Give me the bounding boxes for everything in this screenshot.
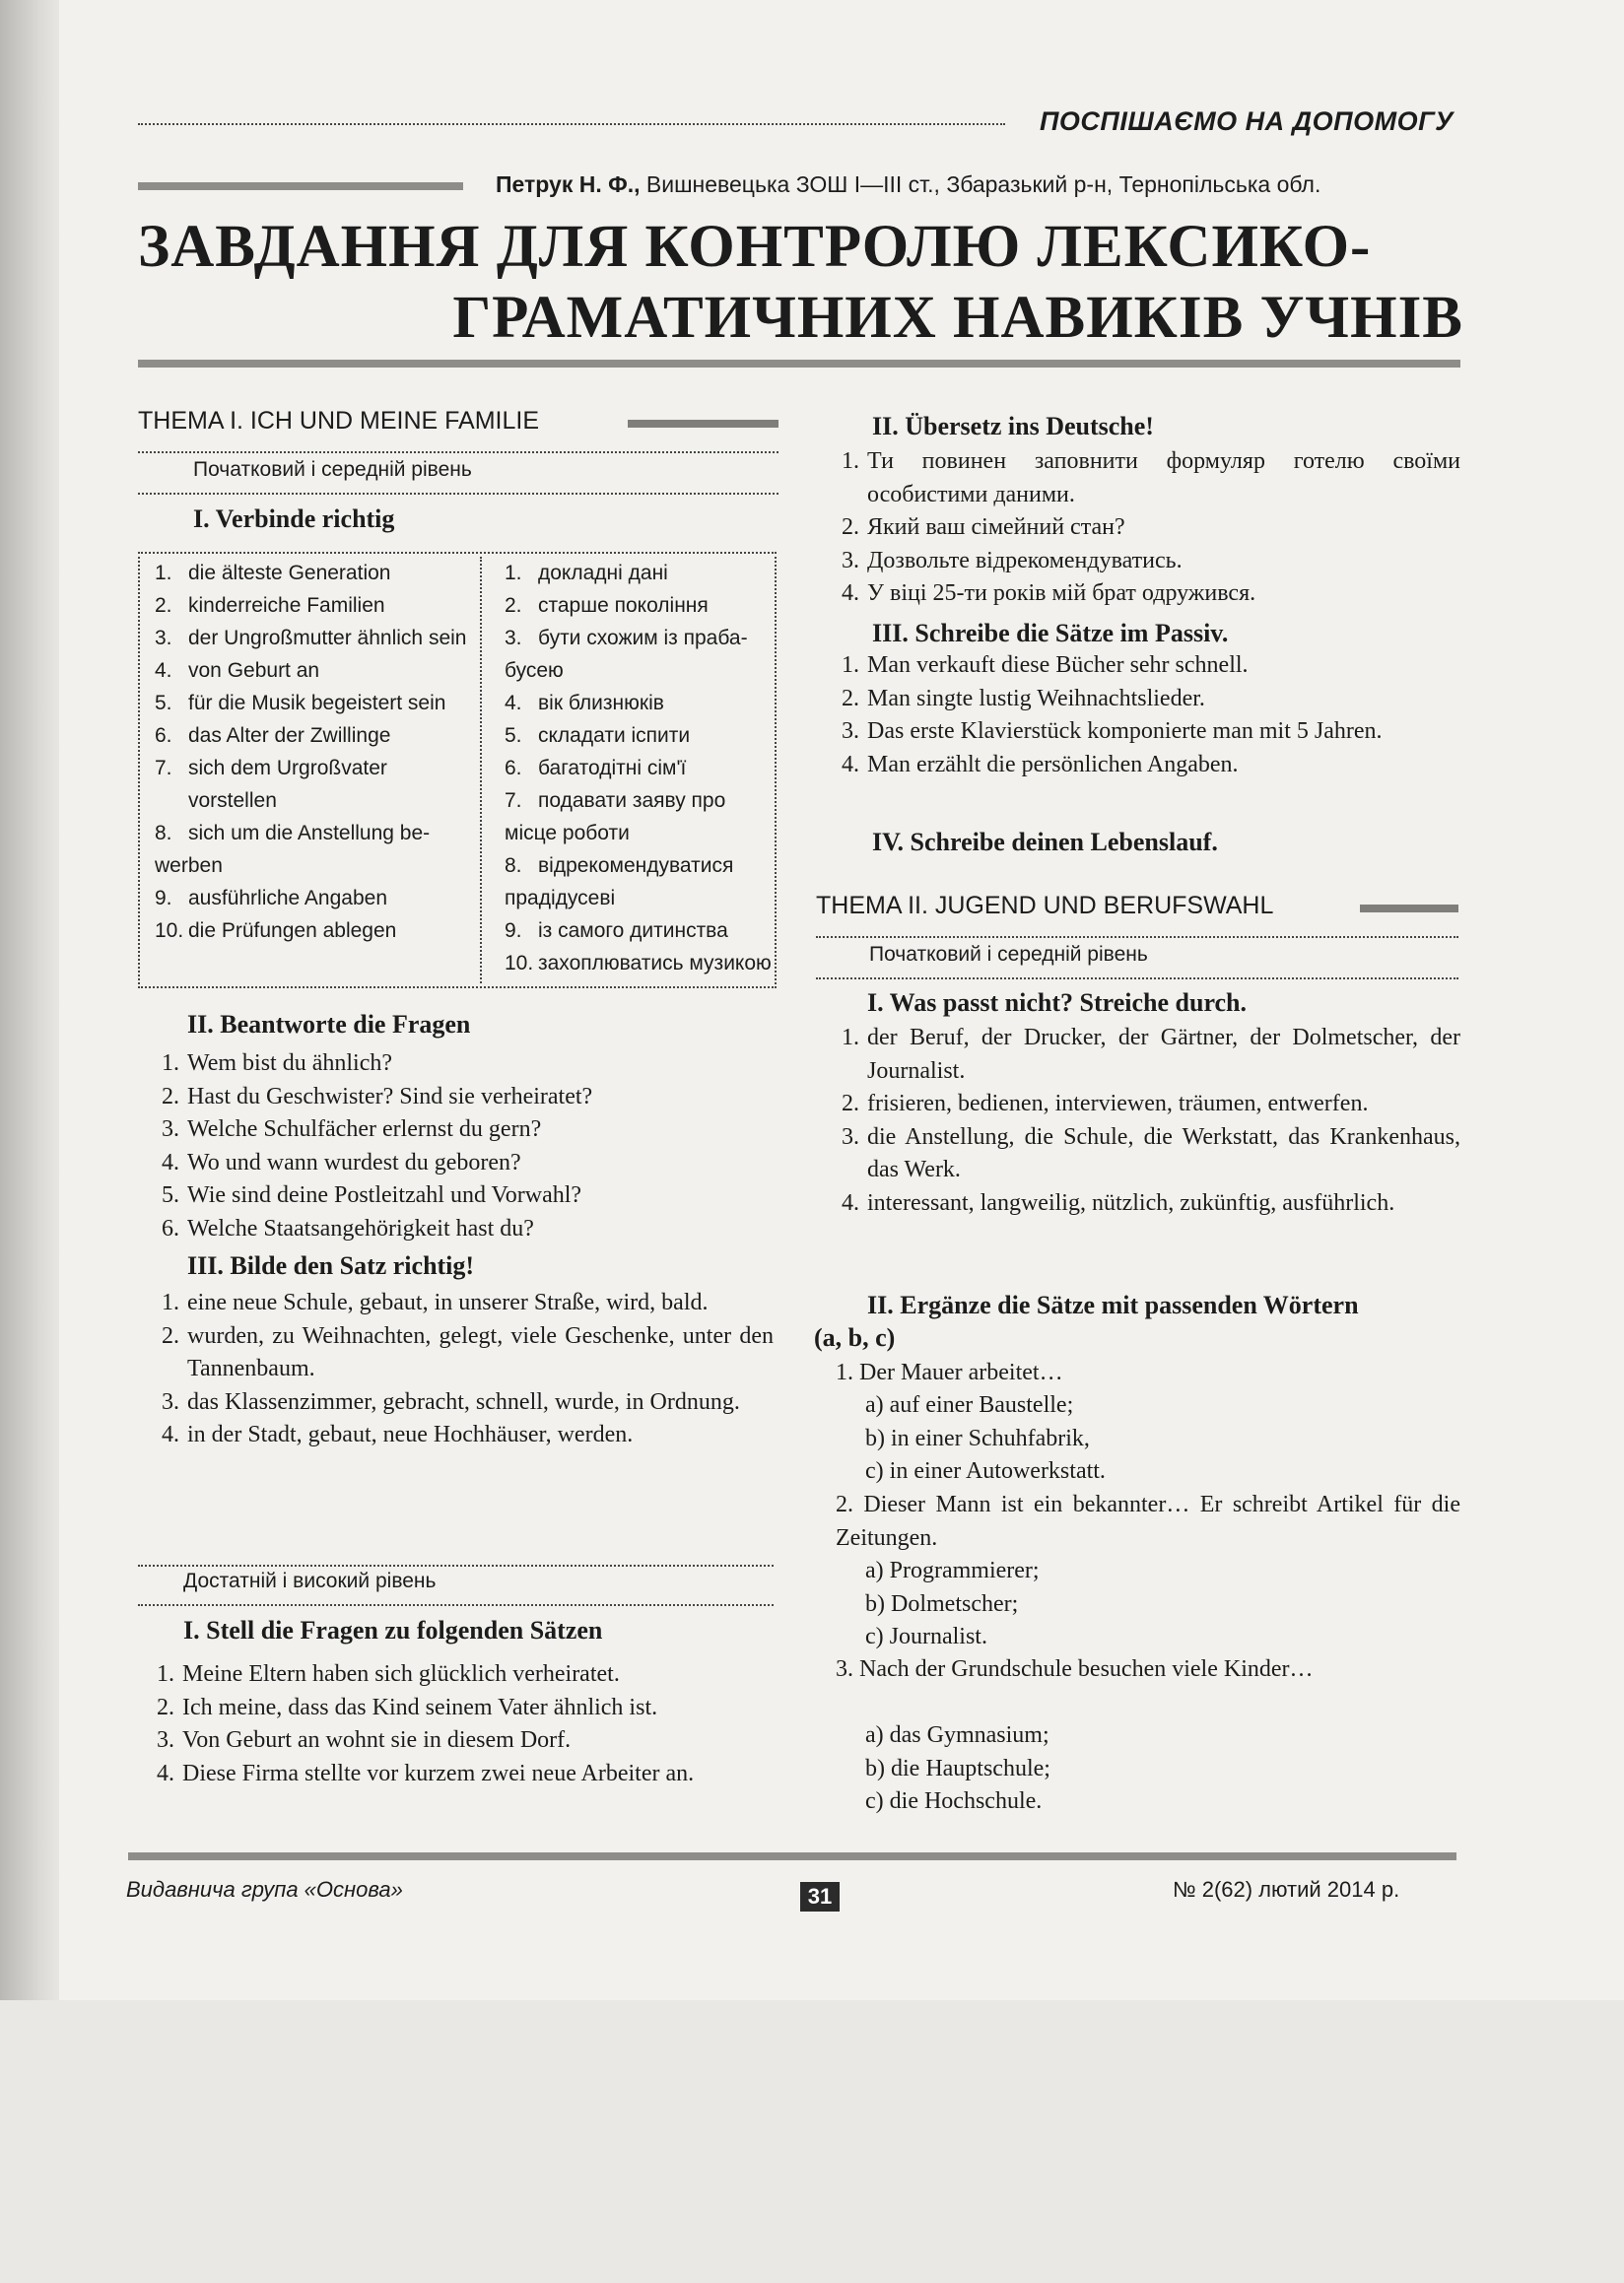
item-number: 5. [155,692,172,714]
item-number: 4. [842,751,859,777]
item-number: 7. [505,789,522,812]
list-item [148,1213,778,1246]
item-text: захоплюватись музикою [538,952,772,974]
item-number: 7. [155,757,172,779]
item-number: 2. [157,1694,174,1720]
item-number: 8. [155,822,172,844]
item-number: 6. [155,724,172,747]
question [828,1489,1460,1555]
item-text: Von Geburt an wohnt sie in diesem Dorf. [182,1727,572,1753]
item-text: місце роботи [505,822,630,844]
title-line-1: ЗАВДАННЯ ДЛЯ КОНТРОЛЮ ЛЕКСИКО- [138,214,1372,280]
question-text: 2. Dieser Mann ist ein bekannter… Er schreibt Artikel für die Zeitungen. [836,1492,1460,1551]
level-label: Початковий і середній рівень [869,943,1148,966]
item-text: sich um die Anstellung be- [188,822,431,844]
level-rule [138,1604,774,1606]
exercise-title: II. Beantworte die Fragen [187,1010,471,1039]
list-item [143,1758,769,1791]
item-text: Meine Eltern haben sich glücklich verheiratet. [182,1661,620,1687]
footer-rule [128,1852,1456,1860]
item-text: für die Musik begeistert sein [188,692,446,714]
exercise-title: III. Bilde den Satz richtig! [187,1251,475,1280]
item-text: die Prüfungen ablegen [188,919,397,942]
item-number: 3. [842,1123,859,1150]
item-text: Hast du Geschwister? Sind sie verheiratet? [187,1083,593,1109]
item-text: wurden, zu Weihnachten, gelegt, viele Geschenke, unter den Tannenbaum. [187,1322,774,1381]
item-number: 2. [162,1322,179,1349]
match-item [505,817,776,849]
match-item [155,849,480,882]
item-number: 3. [842,547,859,573]
exercise-list [143,1658,769,1790]
item-text: frisieren, bedienen, interviewen, träumen, entwerfen. [867,1091,1369,1116]
item-number: 4. [505,692,522,714]
list-item [143,1658,769,1692]
list-item [148,1179,778,1213]
title-line-2: ГРАМАТИЧНИХ НАВИКІВ УЧНІВ [452,285,1463,351]
author-affiliation: Вишневецька ЗОШ І—ІІІ ст., Збаразький р-н, Тернопільська обл. [645,171,1321,197]
item-text: ausführliche Angaben [188,887,387,909]
match-item [155,882,480,914]
item-number: 3. [155,627,172,649]
item-text: докладні дані [538,562,668,584]
question: 1. Der Mauer arbeitet… [836,1360,1063,1385]
level-label: Достатній і високий рівень [183,1570,437,1592]
item-number: 1. [842,448,859,474]
match-item [505,784,776,817]
exercise-list [828,649,1460,781]
item-text: Який ваш сімейний стан? [867,514,1125,540]
item-number: 6. [162,1215,179,1242]
list-item [148,1081,778,1114]
matching-table-divider [480,557,482,983]
item-number: 2. [505,594,522,617]
level-rule [138,493,778,495]
item-number: 4. [155,659,172,682]
item-text: sich dem Urgroßvater vorstellen [188,757,387,812]
exercise-list [148,1287,774,1452]
item-text: бути схожим із праба- [538,627,748,649]
match-item [505,557,776,589]
exercise-title: II. Ergänze die Sätze mit passenden Wörtern [867,1291,1359,1319]
page-gutter-shadow [0,0,59,2283]
item-text: У віці 25-ти років мій брат одружився. [867,580,1256,606]
item-number: 6. [505,757,522,779]
answer-option: a) auf einer Baustelle; [865,1392,1074,1418]
match-item [155,654,480,687]
item-number: 1. [505,562,522,584]
answer-option: c) Journalist. [865,1624,987,1649]
item-number: 2. [155,594,172,617]
item-text: die Anstellung, die Schule, die Werkstatt, das Krankenhaus, das Werk. [867,1123,1460,1182]
item-text: Wo und wann wurdest du geboren? [187,1149,521,1175]
item-number: 9. [505,919,522,942]
publisher: Видавнича група «Основа» [126,1877,403,1902]
question-text: 3. Nach der Grundschule besuchen viele Kinder… [836,1656,1314,1682]
item-text: Diese Firma stellte vor kurzem zwei neue Arbeiter an. [182,1760,695,1786]
item-number: 1. [162,1290,179,1315]
exercise-list [828,1022,1460,1220]
item-text: der Ungroßmutter ähnlich sein [188,627,467,649]
item-number: 4. [162,1149,179,1175]
item-text: Welche Schulfächer erlernst du gern? [187,1116,542,1142]
item-text: Wem bist du ähnlich? [187,1050,393,1076]
item-text: Man erzählt die persönlichen Angaben. [867,751,1239,777]
item-number: 10. [155,919,184,942]
item-text: Man verkauft diese Bücher sehr schnell. [867,652,1249,678]
item-number: 4. [162,1422,179,1447]
list-item [828,1088,1460,1121]
match-item [505,687,776,719]
answer-option: a) das Gymnasium; [865,1722,1049,1748]
item-number: 8. [505,854,522,877]
match-item [155,589,480,622]
exercise-list [828,445,1460,611]
item-text: in der Stadt, gebaut, neue Hochhäuser, werden. [187,1422,634,1447]
page-number: 31 [800,1882,840,1912]
item-number: 4. [842,1189,859,1216]
item-text: Wie sind deine Postleitzahl und Vorwahl? [187,1182,582,1208]
item-text: подавати заяву про [538,789,726,812]
list-item [148,1320,774,1386]
match-item [155,557,480,589]
list-item [148,1386,774,1420]
match-item [505,882,776,914]
item-number: 3. [505,627,522,649]
item-text: відрекомендуватися [538,854,734,877]
list-item [828,1022,1460,1088]
item-text: Ти повинен заповнити формуляр готелю своїми особистими даними. [867,448,1460,507]
match-item [505,654,776,687]
question-options [865,1389,1106,1489]
list-item [148,1287,774,1320]
author-line [496,171,1320,198]
item-text: багатодітні сім'ї [538,757,687,779]
item-number: 4. [842,580,859,606]
item-number: 1. [162,1050,179,1076]
item-text: kinderreiche Familien [188,594,385,617]
answer-option: b) die Hauptschule; [865,1755,1050,1781]
match-item [505,752,776,784]
list-item [148,1047,778,1081]
match-item [155,687,480,719]
exercise-title: II. Übersetz ins Deutsche! [872,412,1154,440]
list-item [828,683,1460,716]
answer-option: a) Programmierer; [865,1558,1040,1583]
item-number: 2. [162,1083,179,1109]
exercise-title: IV. Schreibe deinen Lebenslauf. [872,828,1218,856]
item-number: 2. [842,514,859,540]
item-text: Das erste Klavierstück komponierte man mit 5 Jahren. [867,718,1383,744]
exercise-title: I. Verbinde richtig [193,504,395,533]
author-rule [138,182,463,190]
item-number: 2. [842,685,859,711]
list-item [828,511,1460,545]
issue-info: № 2(62) лютий 2014 р. [1173,1877,1400,1902]
question-options [865,1719,1050,1819]
item-text: das Alter der Zwillinge [188,724,391,747]
page-margin-bottom [0,2000,1624,2283]
list-item [828,649,1460,683]
item-number: 5. [505,724,522,747]
item-text: складати іспити [538,724,691,747]
item-number: 5. [162,1182,179,1208]
item-text: das Klassenzimmer, gebracht, schnell, wurde, in Ordnung. [187,1388,740,1415]
item-number: 3. [162,1116,179,1142]
match-item [155,752,480,817]
answer-option: c) in einer Autowerkstatt. [865,1458,1106,1484]
list-item [828,545,1460,578]
match-item [155,817,480,849]
level-rule [816,936,1458,938]
match-item [505,849,776,882]
list-item [828,445,1460,511]
exercise-title: III. Schreibe die Sätze im Passiv. [872,619,1229,647]
section-tag: ПОСПІШАЄМО НА ДОПОМОГУ [1040,106,1454,136]
item-text: von Geburt an [188,659,320,682]
answer-option: b) in einer Schuhfabrik, [865,1425,1090,1451]
answer-option: b) Dolmetscher; [865,1590,1019,1617]
item-number: 1. [842,1025,859,1050]
item-text: der Beruf, der Drucker, der Gärtner, der Dolmetscher, der Journalist. [867,1025,1460,1084]
item-text: Man singte lustig Weihnachtslieder. [867,685,1205,711]
author-name: Петрук Н. Ф., [496,171,641,197]
item-text: Welche Staatsangehörigkeit hast du? [187,1215,534,1242]
exercise-list [148,1047,778,1245]
title-rule [138,360,1460,368]
level-rule [816,977,1458,979]
item-text: Дозвольте відрекомендуватись. [867,547,1183,573]
match-item [505,947,776,979]
item-text: вік близнюків [538,692,664,714]
article-title [138,212,1463,354]
item-number: 9. [155,887,172,909]
item-number: 1. [155,562,172,584]
list-item [828,577,1460,611]
item-number: 2. [842,1091,859,1116]
list-item [828,749,1460,782]
item-text: eine neue Schule, gebaut, in unserer Straße, wird, bald. [187,1290,709,1315]
item-number: 10. [505,952,534,974]
item-text: werben [155,854,223,877]
item-text: interessant, langweilig, nützlich, zukünftig, ausführlich. [867,1189,1395,1216]
item-number: 3. [842,718,859,744]
theme-2-bar [1360,905,1458,912]
list-item [148,1113,778,1147]
list-item [148,1419,774,1452]
item-text: старше покоління [538,594,709,617]
list-item [828,1121,1460,1187]
item-number: 1. [157,1661,174,1687]
question-options [865,1555,1040,1654]
exercise-title: I. Was passt nicht? Streiche durch. [867,988,1248,1017]
match-item [505,914,776,947]
item-text: із самого дитинства [538,919,728,942]
matching-right-column [505,557,776,979]
theme-1-bar [628,420,778,428]
header-dotted-rule [138,123,1005,125]
answer-option: c) die Hochschule. [865,1788,1043,1814]
list-item [828,1187,1460,1221]
item-text: Ich meine, dass das Kind seinem Vater ähnlich ist. [182,1694,658,1720]
item-text: die älteste Generation [188,562,391,584]
item-number: 3. [157,1727,174,1753]
item-number: 1. [842,652,859,678]
list-item [143,1724,769,1758]
exercise-title-cont: (a, b, c) [814,1323,896,1352]
list-item [828,715,1460,749]
match-item [505,719,776,752]
level-label: Початковий і середній рівень [193,458,472,481]
match-item [155,719,480,752]
match-item [155,622,480,654]
exercise-title: I. Stell die Fragen zu folgenden Sätzen [183,1616,603,1645]
item-text: бусею [505,659,564,682]
matching-left-column [155,557,480,947]
theme-1-heading: THEMA I. ICH UND MEINE FAMILIE [138,407,539,435]
match-item [505,589,776,622]
list-item [143,1692,769,1725]
item-number: 3. [162,1388,179,1415]
list-item [148,1147,778,1180]
theme-2-heading: THEMA II. JUGEND UND BERUFSWAHL [816,892,1274,919]
match-item [505,622,776,654]
question [828,1653,1460,1687]
item-number: 4. [157,1760,174,1786]
level-rule [138,1565,774,1567]
item-text: прадідусеві [505,887,616,909]
match-item [155,914,480,947]
level-rule [138,451,778,453]
